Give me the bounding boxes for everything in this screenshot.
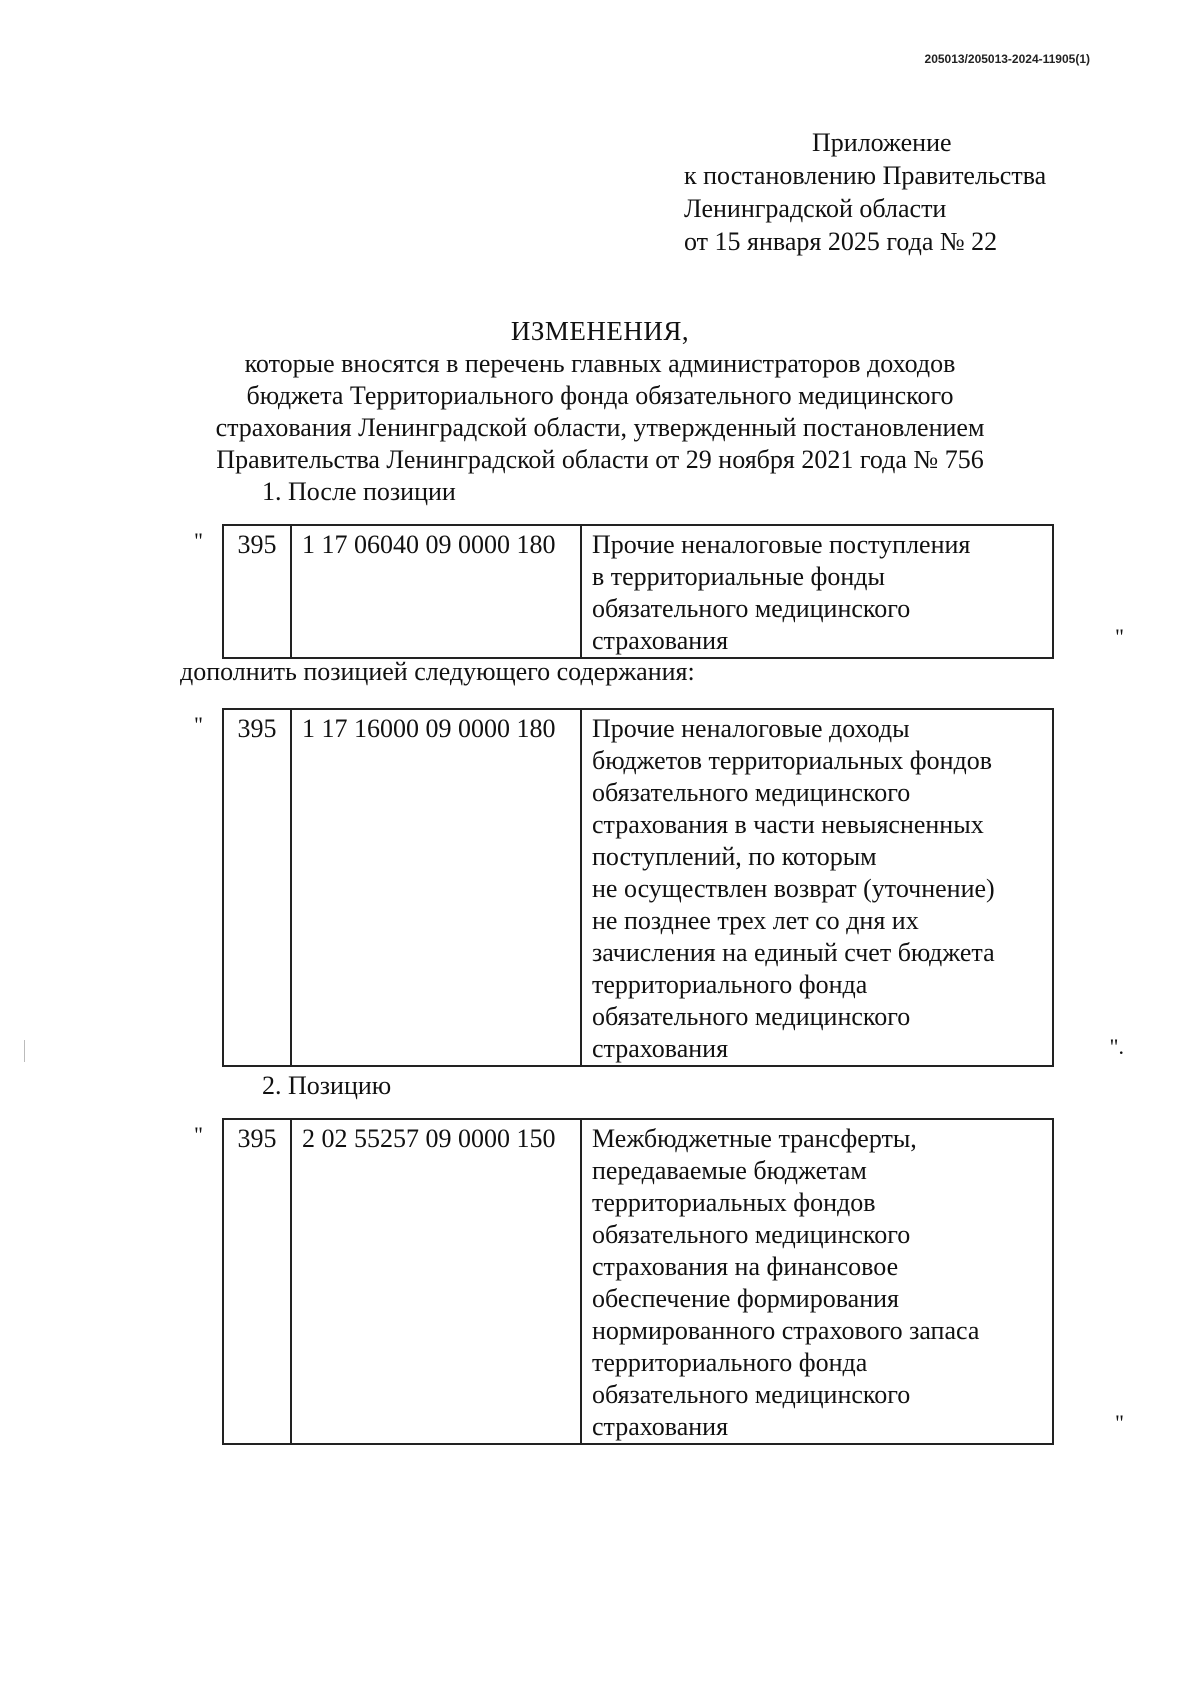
description-line: в территориальные фонды [592, 562, 886, 591]
kbk-cell: 2 02 55257 09 0000 150 [291, 1119, 581, 1444]
appendix-line: Ленинградской области [684, 194, 947, 223]
description-line: страхования на финансовое [592, 1252, 899, 1281]
description-line: страхования [592, 1412, 729, 1441]
scan-artifact [24, 1040, 25, 1062]
heading-line: Правительства Ленинградской области от 29 ноября 2021 года № 756 [216, 445, 984, 474]
description-line: территориального фонда [592, 1348, 868, 1377]
section1-connector: дополнить позицией следующего содержания: [180, 657, 695, 686]
heading-title: ИЗМЕНЕНИЯ, [510, 316, 690, 346]
admin-code-cell: 395 [223, 709, 291, 1066]
description-line: Прочие неналоговые доходы [592, 714, 910, 743]
description-line: зачисления на единый счет бюджета [592, 938, 995, 967]
description-line: обязательного медицинского [592, 1220, 911, 1249]
heading-line: страхования Ленинградской области, утвержденный постановлением [215, 413, 985, 442]
description-cell [581, 1119, 1053, 1444]
quote-open: " [194, 712, 203, 737]
description-line: территориального фонда [592, 970, 868, 999]
position-table [222, 1118, 1054, 1445]
description-line: территориальных фондов [592, 1188, 876, 1217]
description-cell [581, 525, 1053, 658]
description-line: обязательного медицинского [592, 594, 911, 623]
heading-line: бюджета Территориального фонда обязательного медицинского [246, 381, 954, 410]
description-line: не позднее трех лет со дня их [592, 906, 919, 935]
description-line: страхования [592, 1034, 729, 1063]
kbk-cell: 1 17 16000 09 0000 180 [291, 709, 581, 1066]
document-id: 205013/205013-2024-11905(1) [924, 52, 1090, 66]
description-line: обязательного медицинского [592, 1002, 911, 1031]
appendix-line: от 15 января 2025 года № 22 [684, 227, 998, 256]
description-line: Межбюджетные трансферты, [592, 1124, 917, 1153]
description-line: страхования в части невыясненных [592, 810, 984, 839]
position-table [222, 524, 1054, 659]
section1-intro: 1. После позиции [262, 477, 456, 506]
appendix-title: Приложение [812, 128, 952, 157]
description-line: Прочие неналоговые поступления [592, 530, 971, 559]
description-cell [581, 709, 1053, 1066]
table-row [223, 709, 1053, 1066]
table-row [223, 525, 1053, 658]
section2-intro: 2. Позицию [262, 1071, 392, 1100]
description-line: нормированного страхового запаса [592, 1316, 980, 1345]
quote-open: " [194, 528, 203, 553]
table-row [223, 1119, 1053, 1444]
admin-code-cell: 395 [223, 1119, 291, 1444]
description-line: поступлений, по которым [592, 842, 877, 871]
description-line: бюджетов территориальных фондов [592, 746, 993, 775]
admin-code-cell: 395 [223, 525, 291, 658]
description-line: обеспечение формирования [592, 1284, 899, 1313]
position-table [222, 708, 1054, 1067]
kbk-cell: 1 17 06040 09 0000 180 [291, 525, 581, 658]
appendix-line: к постановлению Правительства [684, 161, 1047, 190]
heading-line: которые вносятся в перечень главных администраторов доходов [244, 349, 956, 378]
appendix-block [684, 126, 1046, 258]
description-line: передаваемые бюджетам [592, 1156, 867, 1185]
quote-open: " [194, 1122, 203, 1147]
document-heading [0, 314, 1200, 476]
description-line: не осуществлен возврат (уточнение) [592, 874, 995, 903]
description-line: обязательного медицинского [592, 778, 911, 807]
description-line: обязательного медицинского [592, 1380, 911, 1409]
description-line: страхования [592, 626, 729, 655]
